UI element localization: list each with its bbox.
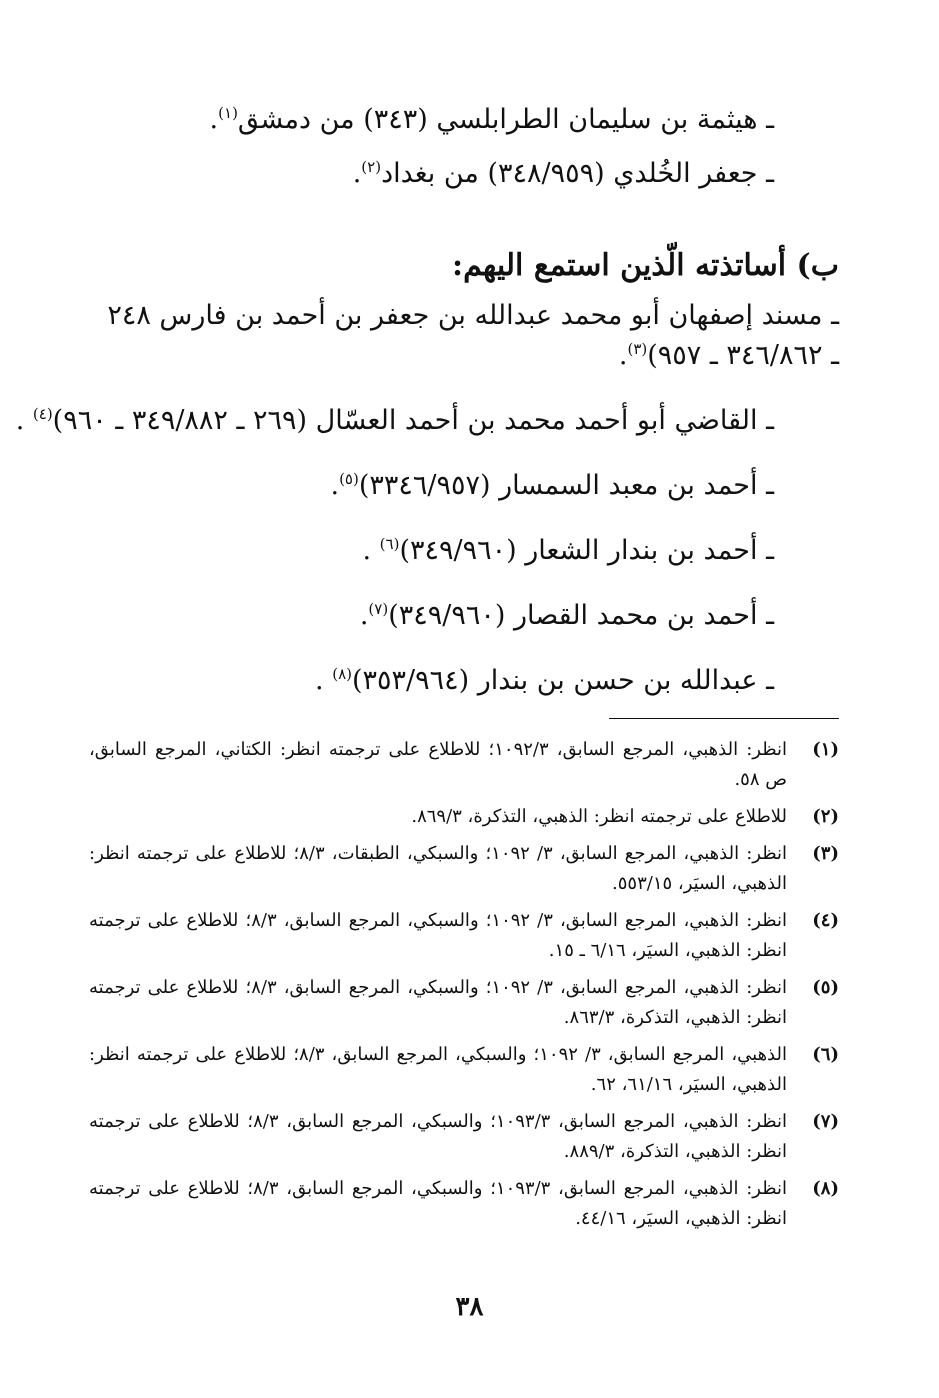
line-ahmad-simsar: ـ أحمد بن معبد السمسار (٣٣٤٦/٩٥٧)$^{(٥)}$. [330,470,774,501]
footnote-ref: (٦) [379,535,400,553]
footnote-text: انظر: الذهبي، المرجع السابق، ٣/ ١٠٩٢؛ والسبكي، المرجع السابق، ٨/٣؛ للاطلاع على ترجمته انظر: الذهبي، التذكرة، ٨٦٣/٣. [89,977,787,1028]
footnote-number: (٢) [812,806,839,827]
line-ahmad-qassar: ـ أحمد بن محمد القصار (٣٤٩/٩٦٠)$^{(٧)}$. [359,600,774,631]
line-text: ـ أحمد بن معبد السمسار (٣٣٤٦/٩٥٧) [358,470,774,501]
footnote-ref: (٥) [339,470,359,488]
footnote [89,1174,839,1234]
footnote-number: (٨) [812,1178,839,1199]
footnote-ref: (٤) [32,405,53,423]
footnote-divider [609,718,839,719]
footnote-number: (٣) [812,843,839,864]
line-abdullah-bundar: ـ عبدالله بن حسن بن بندار (٣٥٣/٩٦٤)$^{(٨)}$ . [315,665,774,696]
footnote-text: انظر: الذهبي، المرجع السابق، ٣/ ١٠٩٢؛ والسبكي، المرجع السابق، ٨/٣؛ للاطلاع على ترجمته انظر: الذهبي، السيَر، ٦/١٦ ـ ١٥. [89,910,787,961]
footnote [89,839,839,899]
footnote-number: (٦) [812,1044,839,1065]
line-haythama: ـ هيثمة بن سليمان الطرابلسي (٣٤٣) من دمشق$^{(١)}$. [209,104,774,135]
footnote-ref: (١) [218,104,238,122]
line-text: ـ أحمد بن بندار الشعار (٣٤٩/٩٦٠) [399,535,774,566]
line-ahmad-shaar: ـ أحمد بن بندار الشعار (٣٤٩/٩٦٠)$^{(٦)}$ . [362,535,774,566]
line-qadi: ـ القاضي أبو أحمد محمد بن أحمد العسّال (٢٦٩ ـ ٣٤٩/٨٨٢ ـ ٩٦٠)$^{(٤)}$ . [15,405,774,436]
footnote-ref: (٣) [627,340,648,358]
footnotes [89,735,839,1241]
line-text: ـ أحمد بن محمد القصار (٣٤٩/٩٦٠) [388,600,774,631]
footnote-number: (١) [812,739,839,760]
footnote-text: انظر: الذهبي، المرجع السابق، ١٠٩٢/٣؛ للاطلاع على ترجمته انظر: الكتاني، المرجع السابق، ص ٥٨. [89,739,788,790]
footnote-text: انظر: الذهبي، المرجع السابق، ١٠٩٣/٣؛ والسبكي، المرجع السابق، ٨/٣؛ للاطلاع على ترجمته انظر: الذهبي، التذكرة، ٨٨٩/٣. [89,1111,787,1162]
footnote [89,973,839,1033]
footnote-number: (٧) [812,1111,839,1132]
line-text: ـ جعفر الخُلدي (٣٤٨/٩٥٩) من بغداد [381,158,774,189]
footnote-text: انظر: الذهبي، المرجع السابق، ٣/ ١٠٩٢؛ والسبكي، الطبقات، ٨/٣؛ للاطلاع على ترجمته انظر: الذهبي، السيَر، ٥٥٣/١٥. [89,843,787,894]
section-heading: ب) أساتذته الّذين استمع اليهم: [452,248,839,283]
footnote-text: انظر: الذهبي، المرجع السابق، ١٠٩٣/٣؛ والسبكي، المرجع السابق، ٨/٣؛ للاطلاع على ترجمته انظر: الذهبي، السيَر، ٤٤/١٦. [89,1178,787,1229]
footnote [89,1040,839,1100]
footnote-ref: (٧) [368,600,389,618]
page-number: ٣٨ [455,1292,484,1322]
footnote-text: للاطلاع على ترجمته انظر: الذهبي، التذكرة، ٨٦٩/٣. [411,806,787,827]
line-text: ـ هيثمة بن سليمان الطرابلسي (٣٤٣) من دمشق [237,104,774,135]
footnote-number: (٤) [812,910,839,931]
line-musnad: ـ مسند إصفهان أبو محمد عبدالله بن جعفر بن أحمد بن فارس ٢٤٨ ـ ٣٤٦/٨٦٢ ـ ٩٥٧)$^{(٣)}$. [107,300,839,371]
line-text: ـ القاضي أبو أحمد محمد بن أحمد العسّال (٢٦٩ ـ ٣٤٩/٨٨٢ ـ ٩٦٠) [52,405,774,436]
footnote [89,1107,839,1167]
footnote-ref: (٨) [332,665,352,683]
main-text [15,92,839,701]
footnote-text: الذهبي، المرجع السابق، ٣/ ١٠٩٢؛ والسبكي، المرجع السابق، ٨/٣؛ للاطلاع على ترجمته انظر: الذهبي، السيَر، ٦١/١٦، ٦٢. [89,1044,787,1095]
line-jafar: ـ جعفر الخُلدي (٣٤٨/٩٥٩) من بغداد$^{(٢)}$. [352,158,774,189]
footnote [89,906,839,966]
footnote-number: (٥) [812,977,839,998]
footnote [89,735,839,795]
footnote [89,802,839,832]
line-text: ـ مسند إصفهان أبو محمد عبدالله بن جعفر بن أحمد بن فارس ٢٤٨ ـ ٣٤٦/٨٦٢ ـ ٩٥٧) [107,300,839,371]
footnote-ref: (٢) [361,158,382,176]
line-text: ـ عبدالله بن حسن بن بندار (٣٥٣/٩٦٤) [351,665,774,696]
